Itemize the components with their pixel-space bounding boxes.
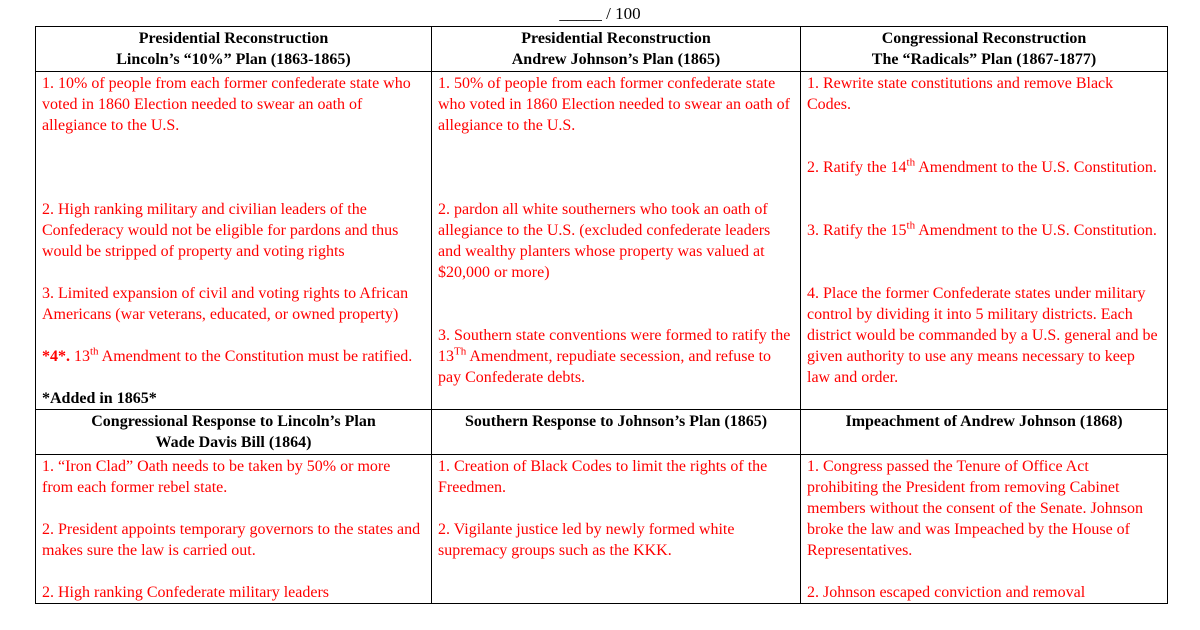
top-body-row xyxy=(36,72,1168,410)
johnson-plan-cell xyxy=(432,72,801,410)
lincoln-plan-cell xyxy=(36,72,432,410)
lincoln-item-4: *4*. 13th Amendment to the Constitution must be ratified. xyxy=(42,345,413,365)
header-wade-davis: Congressional Response to Lincoln’s Plan Wade Davis Bill (1864) xyxy=(36,410,432,455)
header-impeachment: Impeachment of Andrew Johnson (1868) xyxy=(801,410,1168,455)
southern-item-1: 1. Creation of Black Codes to limit the rights of the Freedmen. xyxy=(438,458,768,496)
johnson-item-1: 1. 50% of people from each former confederate state who voted in 1860 Election needed to swear an oath of allegiance to the U.S. xyxy=(438,75,790,134)
lincoln-item-2: 2. High ranking military and civilian leaders of the Confederacy would not be eligible for pardons and thus would be stripped of property and voting rights xyxy=(42,201,399,260)
score-line: _____ / 100 xyxy=(559,4,641,23)
southern-item-2: 2. Vigilante justice led by newly formed white supremacy groups such as the KKK. xyxy=(438,521,735,559)
wade-davis-cell xyxy=(36,455,432,604)
header-radicals-plan: Congressional Reconstruction The “Radicals” Plan (1867-1877) xyxy=(801,27,1168,72)
impeachment-item-2: 2. Johnson escaped conviction and removal xyxy=(807,584,1086,601)
bottom-body-row xyxy=(36,455,1168,604)
radicals-item-1: 1. Rewrite state constitutions and remove Black Codes. xyxy=(807,75,1114,113)
header-johnson-plan: Presidential Reconstruction Andrew Johnson’s Plan (1865) xyxy=(432,27,801,72)
impeachment-cell xyxy=(801,455,1168,604)
wade-davis-item-2: 2. President appoints temporary governors to the states and makes sure the law is carried out. xyxy=(42,521,421,559)
radicals-item-3: 3. Ratify the 15th Amendment to the U.S. Constitution. xyxy=(807,219,1157,239)
bottom-header-row xyxy=(36,410,1168,455)
lincoln-item-1: 1. 10% of people from each former confederate state who voted in 1860 Election needed to swear an oath of allegiance to the U.S. xyxy=(42,75,411,134)
header-lincoln-plan: Presidential Reconstruction Lincoln’s “10%” Plan (1863-1865) xyxy=(36,27,432,72)
lincoln-added-note: *Added in 1865* xyxy=(42,390,157,407)
johnson-item-2: 2. pardon all white southerners who took an oath of allegiance to the U.S. (excluded confederate leaders and wealthy planters whose property was valued at $20,000 or more) xyxy=(438,201,771,281)
header-southern-response: Southern Response to Johnson’s Plan (1865) xyxy=(432,410,801,455)
reconstruction-table xyxy=(35,26,1168,604)
impeachment-item-1: 1. Congress passed the Tenure of Office Act prohibiting the President from removing Cabinet members without the consent of the Senate. Johnson broke the law and was Impeached by the House of Representatives. xyxy=(807,458,1143,559)
top-header-row xyxy=(36,27,1168,72)
wade-davis-item-1: 1. “Iron Clad” Oath needs to be taken by 50% or more from each former rebel state. xyxy=(42,458,391,496)
radicals-item-4: 4. Place the former Confederate states under military control by dividing it into 5 military districts. Each district would be commanded by a U.S. general and be given authority to use any means necessary to keep law and order. xyxy=(807,285,1158,386)
radicals-item-2: 2. Ratify the 14th Amendment to the U.S. Constitution. xyxy=(807,156,1157,176)
radicals-plan-cell xyxy=(801,72,1168,410)
wade-davis-item-3: 2. High ranking Confederate military leaders xyxy=(42,584,330,601)
johnson-item-3: 3. Southern state conventions were formed to ratify the 13Th Amendment, repudiate secession, and refuse to pay Confederate debts. xyxy=(438,327,791,386)
lincoln-item-3: 3. Limited expansion of civil and voting rights to African Americans (war veterans, educated, or owned property) xyxy=(42,285,409,323)
southern-response-cell xyxy=(432,455,801,604)
